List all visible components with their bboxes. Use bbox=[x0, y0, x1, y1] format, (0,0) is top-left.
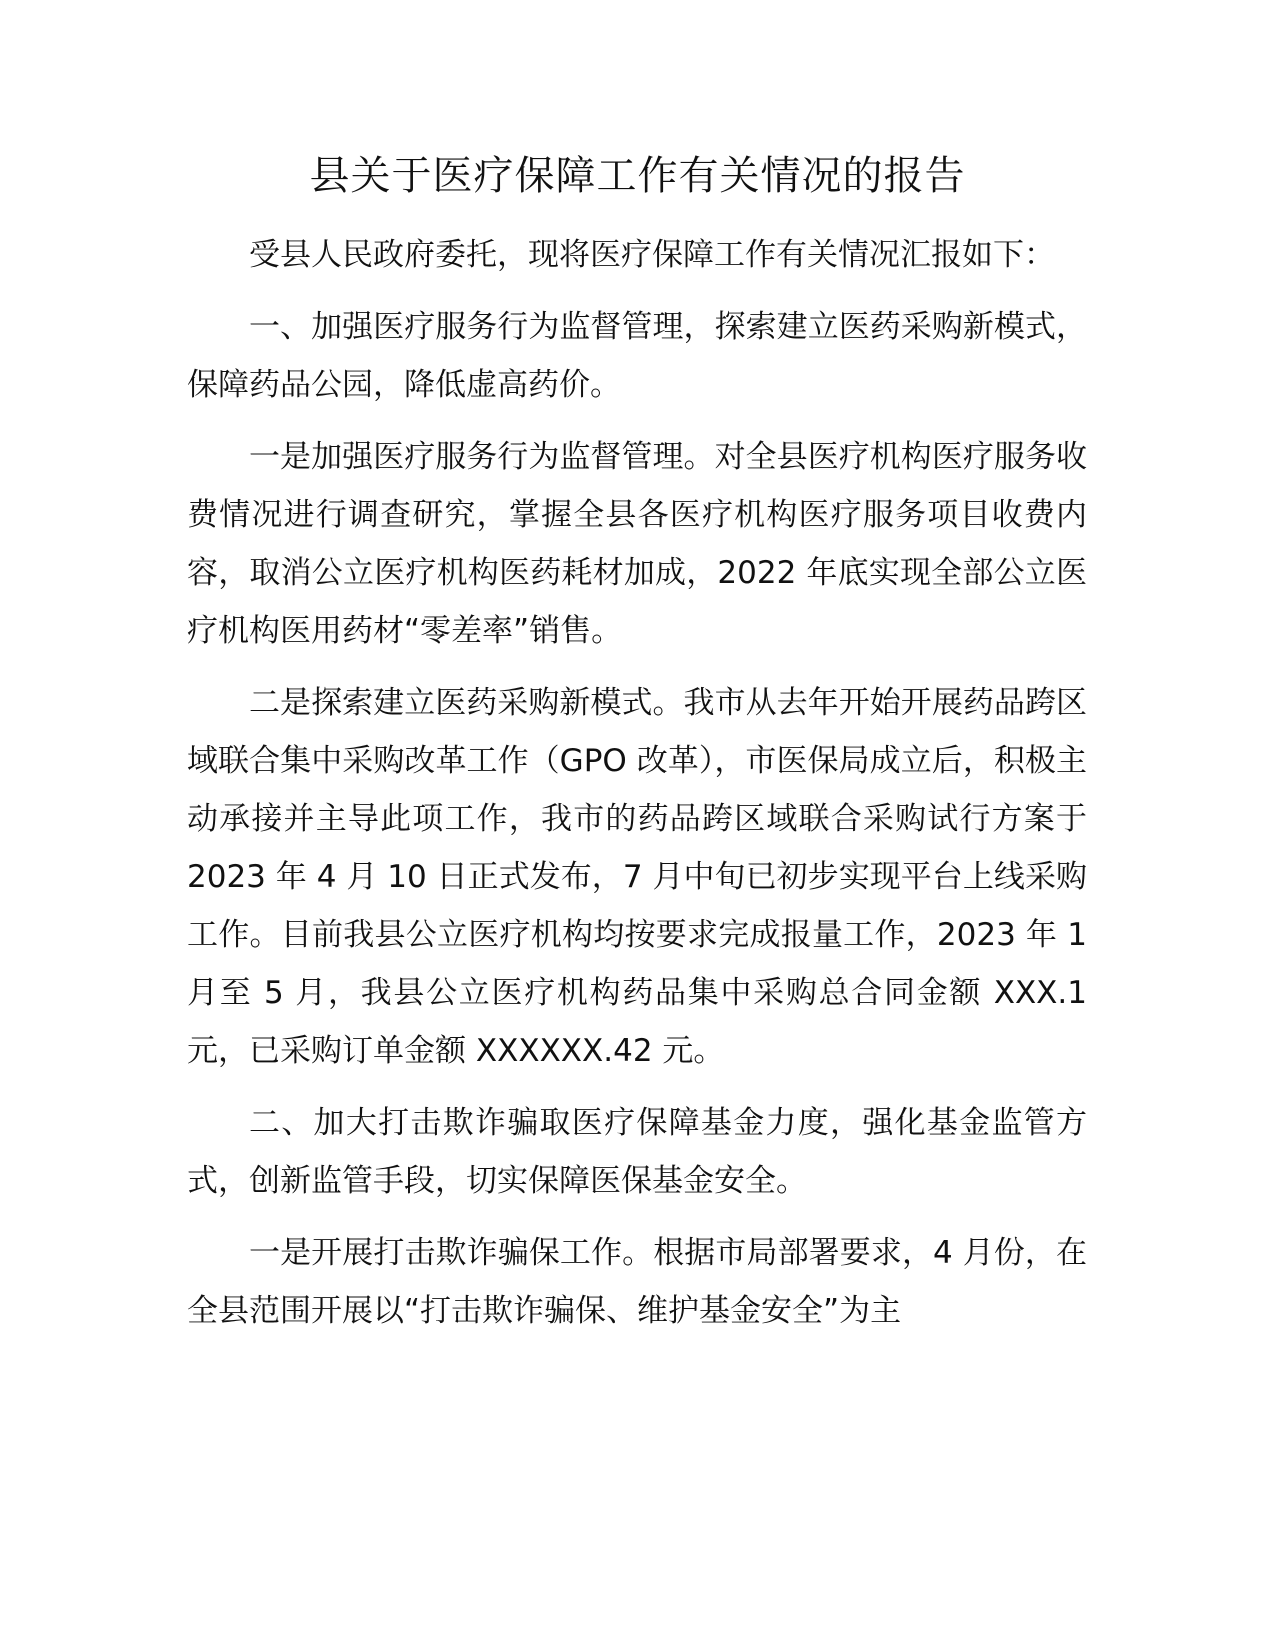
paragraph-section-2-item-1: 一是开展打击欺诈骗保工作。根据市局部署要求，4 月份，在全县范围开展以“打击欺诈骗保、维护基金安全”为主 bbox=[187, 1235, 1087, 1329]
paragraph-section-1-item-1: 一是加强医疗服务行为监督管理。对全县医疗机构医疗服务收费情况进行调查研究，掌握全县各医疗机构医疗服务项目收费内容，取消公立医疗机构医药耗材加成，2022 年底实现全部公立医疗机构医用药材“零差率”销售。 bbox=[187, 439, 1087, 649]
paragraph-section-1-item-2: 二是探索建立医药采购新模式。我市从去年开始开展药品跨区域联合集中采购改革工作（GPO 改革），市医保局成立后，积极主动承接并主导此项工作，我市的药品跨区域联合采购试行方案于 2023 年 4 月 10 日正式发布，7 月中旬已初步实现平台上线采购工作。目前我县公立医疗机构均按要求完成报量工作，2023 年 1 月至 5 月，我县公立医疗机构药品集中采购总合同金额 XXX.1 元，已采购订单金额 XXXXXX.42 元。 bbox=[187, 685, 1087, 1069]
document-title: 县关于医疗保障工作有关情况的报告 bbox=[309, 153, 966, 199]
paragraph-intro: 受县人民政府委托，现将医疗保障工作有关情况汇报如下： bbox=[249, 237, 1055, 273]
paragraph-section-1-heading: 一、加强医疗服务行为监督管理，探索建立医药采购新模式，保障药品公园，降低虚高药价。 bbox=[187, 309, 1087, 403]
paragraph-section-2-heading: 二、加大打击欺诈骗取医疗保障基金力度，强化基金监管方式，创新监管手段，切实保障医保基金安全。 bbox=[187, 1105, 1087, 1199]
document-body bbox=[187, 226, 1087, 1354]
